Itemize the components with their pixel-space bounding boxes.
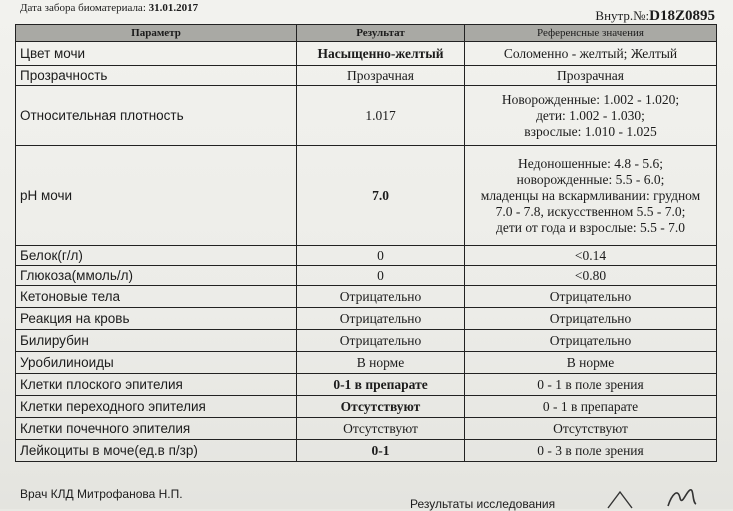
result-cell: Насыщенно-желтый xyxy=(297,42,465,66)
reference-line: 7.0 - 7.8, искусственном 5.5 - 7.0; xyxy=(495,203,686,219)
reference-line: <0.80 xyxy=(574,267,607,283)
table-row xyxy=(16,286,717,308)
param-cell: Билирубин xyxy=(16,330,297,352)
reference-line: Соломенно - желтый; Желтый xyxy=(503,45,678,61)
result-cell: 0-1 xyxy=(297,440,465,462)
table-row xyxy=(16,396,717,418)
table-row xyxy=(16,440,717,462)
reference-cell xyxy=(465,352,717,374)
table-body xyxy=(16,42,717,462)
reference-cell xyxy=(465,440,717,462)
result-cell: Отрицательно xyxy=(297,286,465,308)
reference-line: дети от года и взрослые: 5.5 - 7.0 xyxy=(495,219,686,235)
reference-cell xyxy=(465,374,717,396)
reference-cell xyxy=(465,286,717,308)
reference-line: взрослые: 1.010 - 1.025 xyxy=(524,123,657,139)
param-cell: Реакция на кровь xyxy=(16,308,297,330)
signature-mark-icon xyxy=(598,484,708,509)
result-cell: Отсутствуют xyxy=(297,396,465,418)
internal-number xyxy=(595,8,715,25)
reference-line: 0 - 1 в поле зрения xyxy=(537,376,644,392)
param-cell: pH мочи xyxy=(16,146,297,246)
column-header-result: Результат xyxy=(297,25,465,42)
reference-line: Прозрачная xyxy=(557,67,624,83)
result-cell: Отсутствуют xyxy=(297,418,465,440)
reference-cell xyxy=(465,418,717,440)
reference-line: В норме xyxy=(566,354,615,370)
param-cell: Уробилиноиды xyxy=(16,352,297,374)
table-row xyxy=(16,42,717,66)
result-cell: 1.017 xyxy=(297,86,465,146)
collection-date-label: Дата забора биоматериала: xyxy=(20,2,146,14)
reference-cell xyxy=(465,146,717,246)
table-row xyxy=(16,330,717,352)
reference-line: Отрицательно xyxy=(549,288,632,304)
table-row xyxy=(16,246,717,266)
result-cell: 0 xyxy=(297,246,465,266)
table-row xyxy=(16,352,717,374)
reference-cell xyxy=(465,66,717,86)
reference-line: <0.14 xyxy=(574,247,607,263)
collection-date-value: 31.01.2017 xyxy=(148,2,199,14)
table-row xyxy=(16,146,717,246)
table-row xyxy=(16,86,717,146)
internal-number-label: Внутр.№: xyxy=(595,8,650,23)
reference-line: Отсутствуют xyxy=(553,420,628,436)
reference-line: Новорожденные: 1.002 - 1.020; xyxy=(501,91,680,107)
reference-line: младенцы на вскармливании: грудном xyxy=(480,187,701,203)
param-cell: Лейкоциты в моче(ед.в п/зр) xyxy=(16,440,297,462)
urinalysis-table xyxy=(15,24,717,462)
result-cell: 7.0 xyxy=(297,146,465,246)
reference-line: Отрицательно xyxy=(549,310,632,326)
param-cell: Цвет мочи xyxy=(16,42,297,66)
param-cell: Относительная плотность xyxy=(16,86,297,146)
table-row xyxy=(16,308,717,330)
result-cell: Прозрачная xyxy=(297,66,465,86)
reference-cell xyxy=(465,42,717,66)
internal-number-value: D18Z0895 xyxy=(649,8,715,24)
table-row xyxy=(16,374,717,396)
reference-cell xyxy=(465,308,717,330)
table-row xyxy=(16,266,717,286)
param-cell: Прозрачность xyxy=(16,66,297,86)
reference-line: Отрицательно xyxy=(549,332,632,348)
result-cell: Отрицательно xyxy=(297,308,465,330)
param-cell: Белок(г/л) xyxy=(16,246,297,266)
results-note: Результаты исследования xyxy=(410,497,556,511)
table-row xyxy=(16,418,717,440)
reference-cell xyxy=(465,330,717,352)
table-header-row xyxy=(16,25,717,42)
table-row xyxy=(16,66,717,86)
reference-cell xyxy=(465,266,717,286)
result-cell: 0 xyxy=(297,266,465,286)
column-header-reference: Референсные значения xyxy=(465,25,717,42)
param-cell: Клетки почечного эпителия xyxy=(16,418,297,440)
reference-line: 0 - 3 в поле зрения xyxy=(537,442,644,458)
result-cell: В норме xyxy=(297,352,465,374)
reference-line: 0 - 1 в препарате xyxy=(542,398,639,414)
reference-cell xyxy=(465,86,717,146)
param-cell: Клетки плоского эпителия xyxy=(16,374,297,396)
reference-line: новорожденные: 5.5 - 6.0; xyxy=(516,171,665,187)
param-cell: Кетоновые тела xyxy=(16,286,297,308)
param-cell: Глюкоза(ммоль/л) xyxy=(16,266,297,286)
collection-date-line xyxy=(20,2,198,14)
reference-cell xyxy=(465,246,717,266)
doctor-signature-line: Врач КЛД Митрофанова Н.П. xyxy=(20,487,183,501)
param-cell: Клетки переходного эпителия xyxy=(16,396,297,418)
reference-line: дети: 1.002 - 1.030; xyxy=(536,107,645,123)
result-cell: Отрицательно xyxy=(297,330,465,352)
reference-line: Недоношенные: 4.8 - 5.6; xyxy=(518,155,663,171)
result-cell: 0-1 в препарате xyxy=(297,374,465,396)
column-header-param: Параметр xyxy=(16,25,297,42)
reference-cell xyxy=(465,396,717,418)
